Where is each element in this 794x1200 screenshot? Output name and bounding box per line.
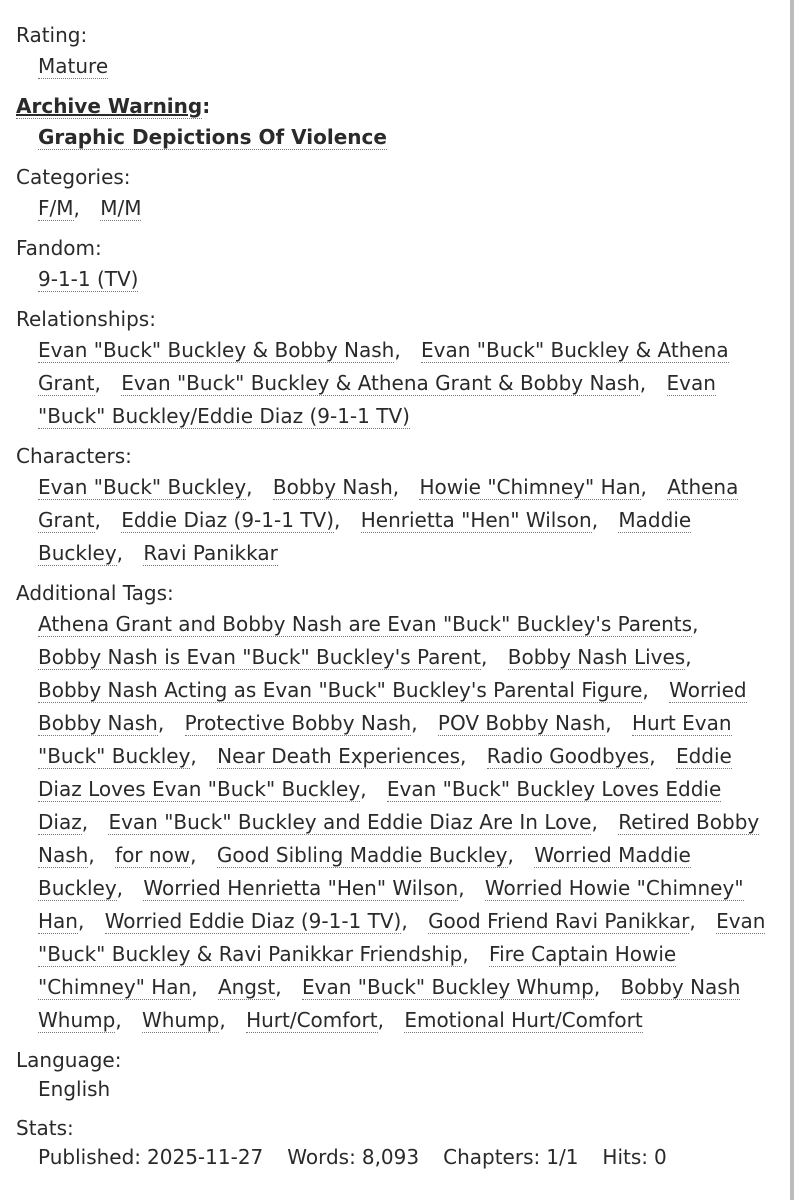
tag-link[interactable]: Evan "Buck" Buckley & Ravi Panikkar Friendship [38,909,766,966]
tag-separator: , [685,645,692,669]
tag-separator: , [275,975,282,999]
tag-item [143,541,277,566]
tag-separator: , [605,711,612,735]
tag-item [38,612,712,636]
rating-label: Rating: [16,23,88,47]
tag-separator: , [591,508,599,532]
rating-tag[interactable]: Mature [38,54,109,78]
characters-label: Characters: [16,444,132,468]
tag-link[interactable]: Angst [217,975,276,999]
tag-link[interactable]: Hurt Evan "Buck" Buckley [38,711,732,768]
tag-separator: , [219,1008,226,1032]
additional-tags-list [38,608,770,1037]
tag-link[interactable]: Evan "Buck" Buckley & Athena Grant & Bobby Nash [121,371,640,395]
tag-separator: , [593,975,601,999]
tag-link[interactable]: F/M [38,196,74,220]
tag-separator: , [88,843,95,867]
tag-item [143,876,478,900]
language-label: Language: [16,1048,122,1072]
language-group [16,1045,770,1103]
tag-link[interactable]: Whump [142,1008,220,1032]
tag-item [38,475,267,499]
tag-link[interactable]: Athena Grant [38,475,739,532]
categories-list [38,192,770,225]
tag-separator: , [73,196,80,220]
tag-separator: , [460,744,467,768]
tag-separator: , [458,876,465,900]
warning-label-link[interactable]: Archive Warning [16,94,203,118]
words-label: Words: [287,1145,356,1169]
tag-link[interactable]: Bobby Nash Whump [38,975,741,1032]
tag-item [404,1008,642,1033]
fandom-list [38,263,770,296]
tag-link[interactable]: Bobby Nash is Evan "Buck" Buckley's Parent [38,645,482,669]
tag-separator: , [642,678,649,702]
tag-separator: , [94,508,101,532]
tag-separator: , [246,475,253,499]
warning-colon: : [202,94,211,118]
tag-separator: , [334,508,341,532]
categories-group [16,162,770,225]
tag-link[interactable]: Evan "Buck" Buckley & Bobby Nash [38,338,395,362]
tag-link[interactable]: Worried Henrietta "Hen" Wilson [143,876,459,900]
tag-link[interactable]: 9-1-1 (TV) [38,267,139,291]
tag-separator: , [190,843,197,867]
tag-item [508,645,706,669]
stats-label: Stats: [16,1116,74,1140]
relationships-label: Relationships: [16,307,156,331]
tag-item [419,475,660,499]
tag-separator: , [591,810,598,834]
tag-item [115,843,211,867]
tag-separator: , [392,475,400,499]
tag-link[interactable]: Evan "Buck" Buckley Whump [302,975,594,999]
tag-link[interactable]: Athena Grant and Bobby Nash are Evan "Buck" Buckley's Parents [38,612,693,636]
tag-separator: , [377,1008,384,1032]
tag-item [108,810,611,834]
tag-separator: , [481,645,488,669]
tag-separator: , [115,1008,122,1032]
tag-item [185,711,432,735]
tag-link[interactable]: Bobby Nash Lives [507,645,686,669]
tag-separator: , [507,843,514,867]
tag-link[interactable]: M/M [100,196,142,220]
tag-item [361,508,612,532]
tag-link[interactable]: Hurt/Comfort [246,1008,378,1032]
tag-separator: , [77,909,85,933]
tag-link[interactable]: Bobby Nash [272,475,393,499]
tag-separator: , [94,371,101,395]
tag-link[interactable]: Near Death Experiences [217,744,461,768]
relationships-list [38,334,770,433]
stats-row [38,1143,770,1171]
tag-link[interactable]: Good Friend Ravi Panikkar [428,909,690,933]
tag-link[interactable]: Evan "Buck" Buckley & Athena Grant [38,338,729,395]
warning-tag[interactable]: Graphic Depictions Of Violence [38,125,387,149]
tag-link[interactable]: Maddie Buckley [38,508,692,565]
tag-link[interactable]: Eddie Diaz Loves Evan "Buck" Buckley [38,744,732,801]
tag-item [428,909,710,933]
tag-item [217,843,528,867]
tag-separator: , [649,744,656,768]
tag-item [487,744,670,768]
tag-link[interactable]: Fire Captain Howie "Chimney" Han [38,942,677,999]
chapters-value: 1/1 [546,1145,579,1169]
tag-item [218,975,296,999]
tag-link[interactable]: Good Sibling Maddie Buckley [216,843,508,867]
tag-link[interactable]: Worried Eddie Diaz (9-1-1 TV) [104,909,402,933]
tag-link[interactable]: Worried Maddie Buckley [38,843,691,900]
tag-item [38,267,138,292]
tag-separator: , [692,612,699,636]
tag-link[interactable]: Radio Goodbyes [486,744,650,768]
tag-item [273,475,413,499]
tag-link[interactable]: Evan "Buck" Buckley/Eddie Diaz (9-1-1 TV) [38,371,716,428]
tag-separator: , [411,711,418,735]
chapters-label: Chapters: [443,1145,541,1169]
tag-separator: , [360,777,367,801]
tag-separator: , [116,541,124,565]
tag-link[interactable]: Howie "Chimney" Han [419,475,641,499]
tag-item [121,371,660,395]
tag-item [246,1008,398,1032]
tag-separator: , [640,475,647,499]
published-label: Published: [38,1145,142,1169]
tag-link[interactable]: Worried Howie "Chimney" Han [38,876,744,933]
tag-item [100,196,141,221]
scrollbar-edge [790,0,794,1200]
tag-link[interactable]: Protective Bobby Nash [184,711,412,735]
characters-list [38,471,770,570]
tag-link[interactable]: Henrietta "Hen" Wilson [360,508,592,532]
tag-link[interactable]: Evan "Buck" Buckley and Eddie Diaz Are In Love [108,810,592,834]
tag-item [38,196,94,220]
tag-separator: , [157,711,165,735]
relationships-group [16,304,770,433]
tag-separator: , [81,810,89,834]
tag-item [438,711,626,735]
fandom-label: Fandom: [16,236,102,260]
tag-item [105,909,422,933]
tag-link[interactable]: Emotional Hurt/Comfort [404,1008,643,1032]
categories-label: Categories: [16,165,131,189]
tag-link[interactable]: Evan "Buck" Buckley Loves Eddie Diaz [38,777,722,834]
tag-link[interactable]: POV Bobby Nash [437,711,606,735]
tag-item [302,975,614,999]
tag-item [217,744,480,768]
tag-link[interactable]: Bobby Nash Acting as Evan "Buck" Buckley's Parental Figure [38,678,643,702]
tag-separator: , [191,975,198,999]
hits-label: Hits: [602,1145,649,1169]
tag-link[interactable]: Retired Bobby Nash [38,810,760,867]
tag-separator: , [401,909,408,933]
additional-tags-group [16,578,770,1037]
tag-separator: , [462,942,469,966]
hits-value: 0 [654,1145,667,1169]
rating-group [16,20,770,83]
tag-item [38,645,501,669]
tag-item [38,678,663,702]
fandom-group [16,233,770,296]
additional-tags-label: Additional Tags: [16,581,174,605]
tag-link[interactable]: Ravi Panikkar [143,541,278,565]
published-value: 2025-11-27 [147,1145,264,1169]
tag-separator: , [689,909,696,933]
tag-link[interactable]: for now [115,843,191,867]
words-value: 8,093 [361,1145,420,1169]
characters-group [16,441,770,570]
tag-separator: , [639,371,647,395]
tag-item [121,508,354,532]
tag-separator: , [116,876,124,900]
tag-link[interactable]: Eddie Diaz (9-1-1 TV) [121,508,335,532]
tag-link[interactable]: Worried Bobby Nash [38,678,747,735]
tag-item [38,338,415,362]
tag-link[interactable]: Evan "Buck" Buckley [38,475,247,499]
warning-label [16,91,770,121]
tag-item [142,1008,240,1032]
stats-group [16,1113,770,1171]
language-value: English [38,1077,111,1101]
warning-group [16,91,770,154]
tag-separator: , [394,338,401,362]
tag-separator: , [190,744,197,768]
